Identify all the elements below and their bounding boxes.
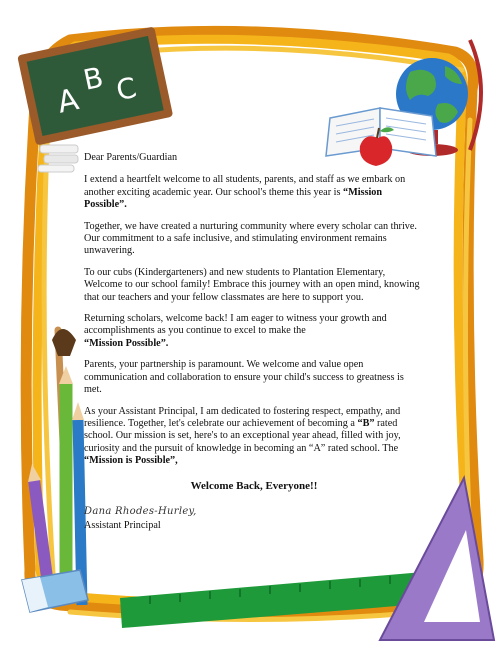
theme-mission-possible: “Mission Possible”. bbox=[84, 186, 383, 211]
paragraph-welcome bbox=[84, 174, 424, 211]
paragraph-ap-text-c: rated school. Our mission is set, here's to an exceptional year ahead, filled with joy, curiosity and the pursuit of knowledge in becoming an “A” rated school. The bbox=[84, 417, 401, 454]
closing-line: Welcome Back, Everyone!! bbox=[190, 479, 318, 492]
letter-greeting: Dear Parents/Guardian bbox=[84, 152, 178, 163]
grade-b: “B” bbox=[357, 417, 375, 429]
paragraph-welcome-text: I extend a heartfelt welcome to all students, parents, and staff as we embark on another exciting academic year. Our school's theme this year is bbox=[84, 174, 406, 198]
chalk-piece bbox=[40, 145, 78, 153]
signature: Dana Rhodes-Hurley, bbox=[84, 505, 197, 517]
theme-mission-possible-2: “Mission Possible”. bbox=[84, 337, 169, 349]
chalkboard-illustration bbox=[17, 26, 173, 172]
paragraph-returning-scholars bbox=[84, 313, 424, 350]
paragraph-parents: Parents, your partnership is paramount. We welcome and value open communication and collaboration to ensure your child's success to greatness is met. bbox=[84, 359, 404, 396]
theme-mission-is-possible: “Mission is Possible”, bbox=[84, 455, 178, 467]
paragraph-returning-text: Returning scholars, welcome back! I am eager to witness your growth and accomplishments as you continue to excel to make the bbox=[84, 313, 387, 337]
chalk-piece bbox=[38, 165, 74, 172]
paragraph-new-students: To our cubs (Kindergarteners) and new students to Plantation Elementary, Welcome to our school family! Embrace this journey with an open mind, knowing that our teachers and your fellow classmates are here to support you. bbox=[84, 266, 420, 303]
chalk-piece bbox=[44, 155, 78, 163]
chalk-letter-a: A bbox=[54, 82, 82, 121]
signer-title: Assistant Principal bbox=[84, 520, 161, 532]
chalk-letter-b: B bbox=[80, 60, 107, 97]
chalk-letter-c: C bbox=[113, 70, 140, 108]
letter-body bbox=[84, 152, 424, 533]
paragraph-community: Together, we have created a nurturing community where every scholar can thrive. Our commitment to a safe inclusive, and stimulating environment remains unwavering. bbox=[84, 220, 417, 257]
paragraph-assistant-principal bbox=[84, 406, 424, 468]
paragraph-ap-text-a: As your Assistant Principal, I am dedicated to fostering respect, empathy, and resilience. Together, let's celebrate our achievement of becoming a bbox=[84, 405, 401, 429]
